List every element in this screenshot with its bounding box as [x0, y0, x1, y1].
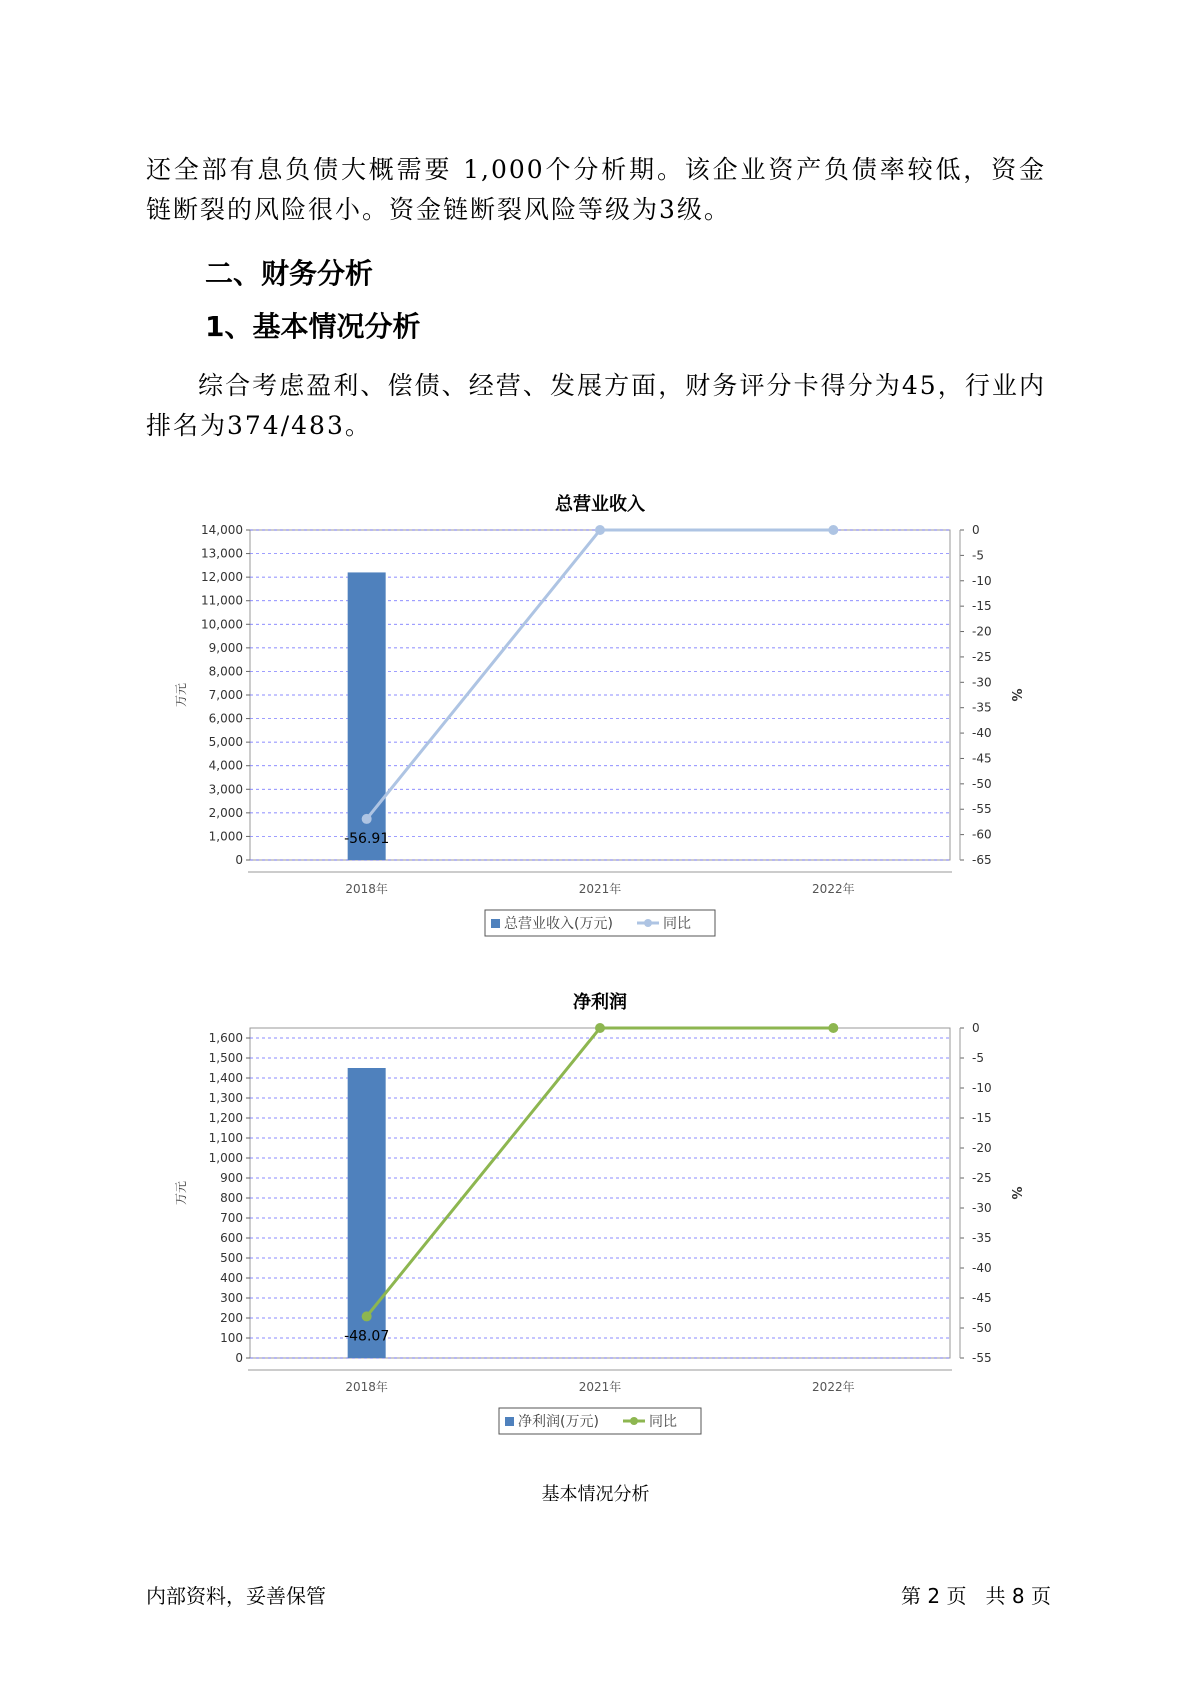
- y-tick-label: 6,000: [208, 711, 243, 726]
- line-point: [595, 525, 605, 535]
- x-tick-label: 2022年: [812, 1380, 855, 1394]
- line-point: [828, 1023, 838, 1033]
- y-tick-label: 8,000: [208, 664, 243, 679]
- y2-tick-label: 0: [972, 523, 980, 537]
- legend-label-line: 同比: [649, 1414, 677, 1430]
- x-tick-label: 2022年: [812, 882, 855, 896]
- intro-paragraph: 还全部有息负债大概需要 1,000个分析期。该企业资产负债率较低，资金链断裂的风险很小。资金链断裂风险等级为3级。: [146, 155, 1046, 224]
- legend-label-line: 同比: [663, 916, 691, 932]
- revenue-chart: [150, 515, 1050, 940]
- y-tick-label: 1,000: [208, 1151, 243, 1165]
- y-axis-label: 万元: [174, 682, 188, 708]
- legend-swatch-bar: [491, 919, 500, 928]
- y-tick-label: 9,000: [208, 640, 243, 655]
- data-label: -56.91: [344, 830, 390, 847]
- y-tick-label: 100: [220, 1331, 243, 1345]
- y-tick-label: 1,600: [208, 1031, 243, 1045]
- legend-label-bar: 净利润(万元): [518, 1414, 599, 1430]
- net-profit-chart: [150, 1013, 1050, 1438]
- y2-tick-label: -55: [972, 1351, 992, 1365]
- x-tick-label: 2018年: [345, 882, 388, 896]
- y-tick-label: 11,000: [201, 593, 243, 608]
- y2-tick-label: -15: [972, 599, 992, 614]
- y-tick-label: 1,200: [208, 1111, 243, 1125]
- x-tick-label: 2021年: [578, 1380, 622, 1394]
- y-tick-label: 2,000: [208, 805, 243, 820]
- y2-tick-label: -45: [972, 751, 992, 766]
- y2-tick-label: -35: [972, 700, 992, 715]
- score-paragraph: 综合考虑盈利、偿债、经营、发展方面，财务评分卡得分为45，行业内排名为374/483。: [146, 371, 1046, 440]
- y-tick-label: 5,000: [208, 735, 243, 750]
- legend-swatch-dot: [644, 919, 652, 927]
- y2-tick-label: -20: [972, 1141, 992, 1155]
- y-tick-label: 7,000: [208, 688, 243, 702]
- line-point: [828, 525, 838, 535]
- y2-tick-label: -10: [972, 1081, 992, 1095]
- y-tick-label: 10,000: [201, 617, 243, 632]
- y-tick-label: 1,300: [208, 1091, 243, 1105]
- y-tick-label: 3,000: [208, 782, 243, 797]
- section-heading: 二、财务分析: [205, 257, 374, 290]
- y2-tick-label: -5: [972, 1051, 984, 1065]
- y-tick-label: 300: [220, 1291, 243, 1305]
- x-tick-label: 2021年: [578, 882, 622, 896]
- legend-swatch-dot: [630, 1417, 638, 1425]
- y-tick-label: 1,400: [208, 1071, 243, 1085]
- chart-title-net-profit: 净利润: [573, 992, 627, 1013]
- y2-tick-label: -35: [972, 1231, 992, 1245]
- y2-tick-label: -30: [972, 1201, 992, 1215]
- y2-tick-label: -10: [972, 573, 992, 588]
- line-point: [595, 1023, 605, 1033]
- legend-label-bar: 总营业收入(万元): [504, 916, 613, 932]
- line-point: [362, 814, 372, 824]
- y2-tick-label: -45: [972, 1291, 992, 1305]
- subsection-heading: 1、基本情况分析: [205, 310, 421, 343]
- y-tick-label: 1,500: [208, 1051, 243, 1065]
- y2-tick-label: -25: [972, 649, 992, 664]
- y-tick-label: 400: [220, 1271, 243, 1285]
- y-tick-label: 12,000: [201, 570, 243, 585]
- y2-tick-label: -5: [972, 548, 984, 563]
- y-tick-label: 0: [235, 853, 243, 867]
- y-tick-label: 500: [220, 1251, 243, 1265]
- y-axis-label: 万元: [174, 1180, 188, 1206]
- y-tick-label: 4,000: [208, 758, 243, 773]
- y2-tick-label: -40: [972, 726, 992, 741]
- y2-tick-label: -55: [972, 802, 992, 817]
- y2-tick-label: -50: [972, 1321, 992, 1335]
- y-tick-label: 600: [220, 1231, 243, 1245]
- figure-caption: 基本情况分析: [541, 1484, 650, 1505]
- y2-tick-label: -40: [972, 1261, 992, 1275]
- y2-tick-label: -15: [972, 1111, 992, 1125]
- y2-tick-label: -30: [972, 675, 992, 690]
- footer-page-number: 第 2 页 共 8 页: [901, 1584, 1051, 1608]
- y-tick-label: 1,100: [208, 1131, 243, 1145]
- y2-tick-label: -50: [972, 776, 992, 791]
- y2-axis-label: %: [1008, 1186, 1023, 1200]
- y2-tick-label: 0: [972, 1021, 980, 1035]
- y2-tick-label: -25: [972, 1171, 992, 1185]
- line-point: [362, 1311, 372, 1321]
- y-tick-label: 800: [220, 1191, 243, 1205]
- x-tick-label: 2018年: [345, 1380, 388, 1394]
- y-tick-label: 700: [220, 1211, 243, 1225]
- footer-confidential: 内部资料，妥善保管: [146, 1584, 326, 1608]
- data-label: -48.07: [344, 1328, 390, 1345]
- y-tick-label: 1,000: [208, 829, 243, 844]
- chart-title-revenue: 总营业收入: [555, 494, 645, 515]
- y2-tick-label: -65: [972, 853, 992, 867]
- y2-tick-label: -20: [972, 624, 992, 639]
- legend-swatch-bar: [505, 1417, 514, 1426]
- y-tick-label: 14,000: [201, 523, 243, 537]
- y2-axis-label: %: [1008, 688, 1023, 702]
- y-tick-label: 13,000: [201, 546, 243, 561]
- y2-tick-label: -60: [972, 827, 992, 842]
- y-tick-label: 900: [220, 1171, 243, 1185]
- y-tick-label: 200: [220, 1311, 243, 1325]
- y-tick-label: 0: [235, 1351, 243, 1365]
